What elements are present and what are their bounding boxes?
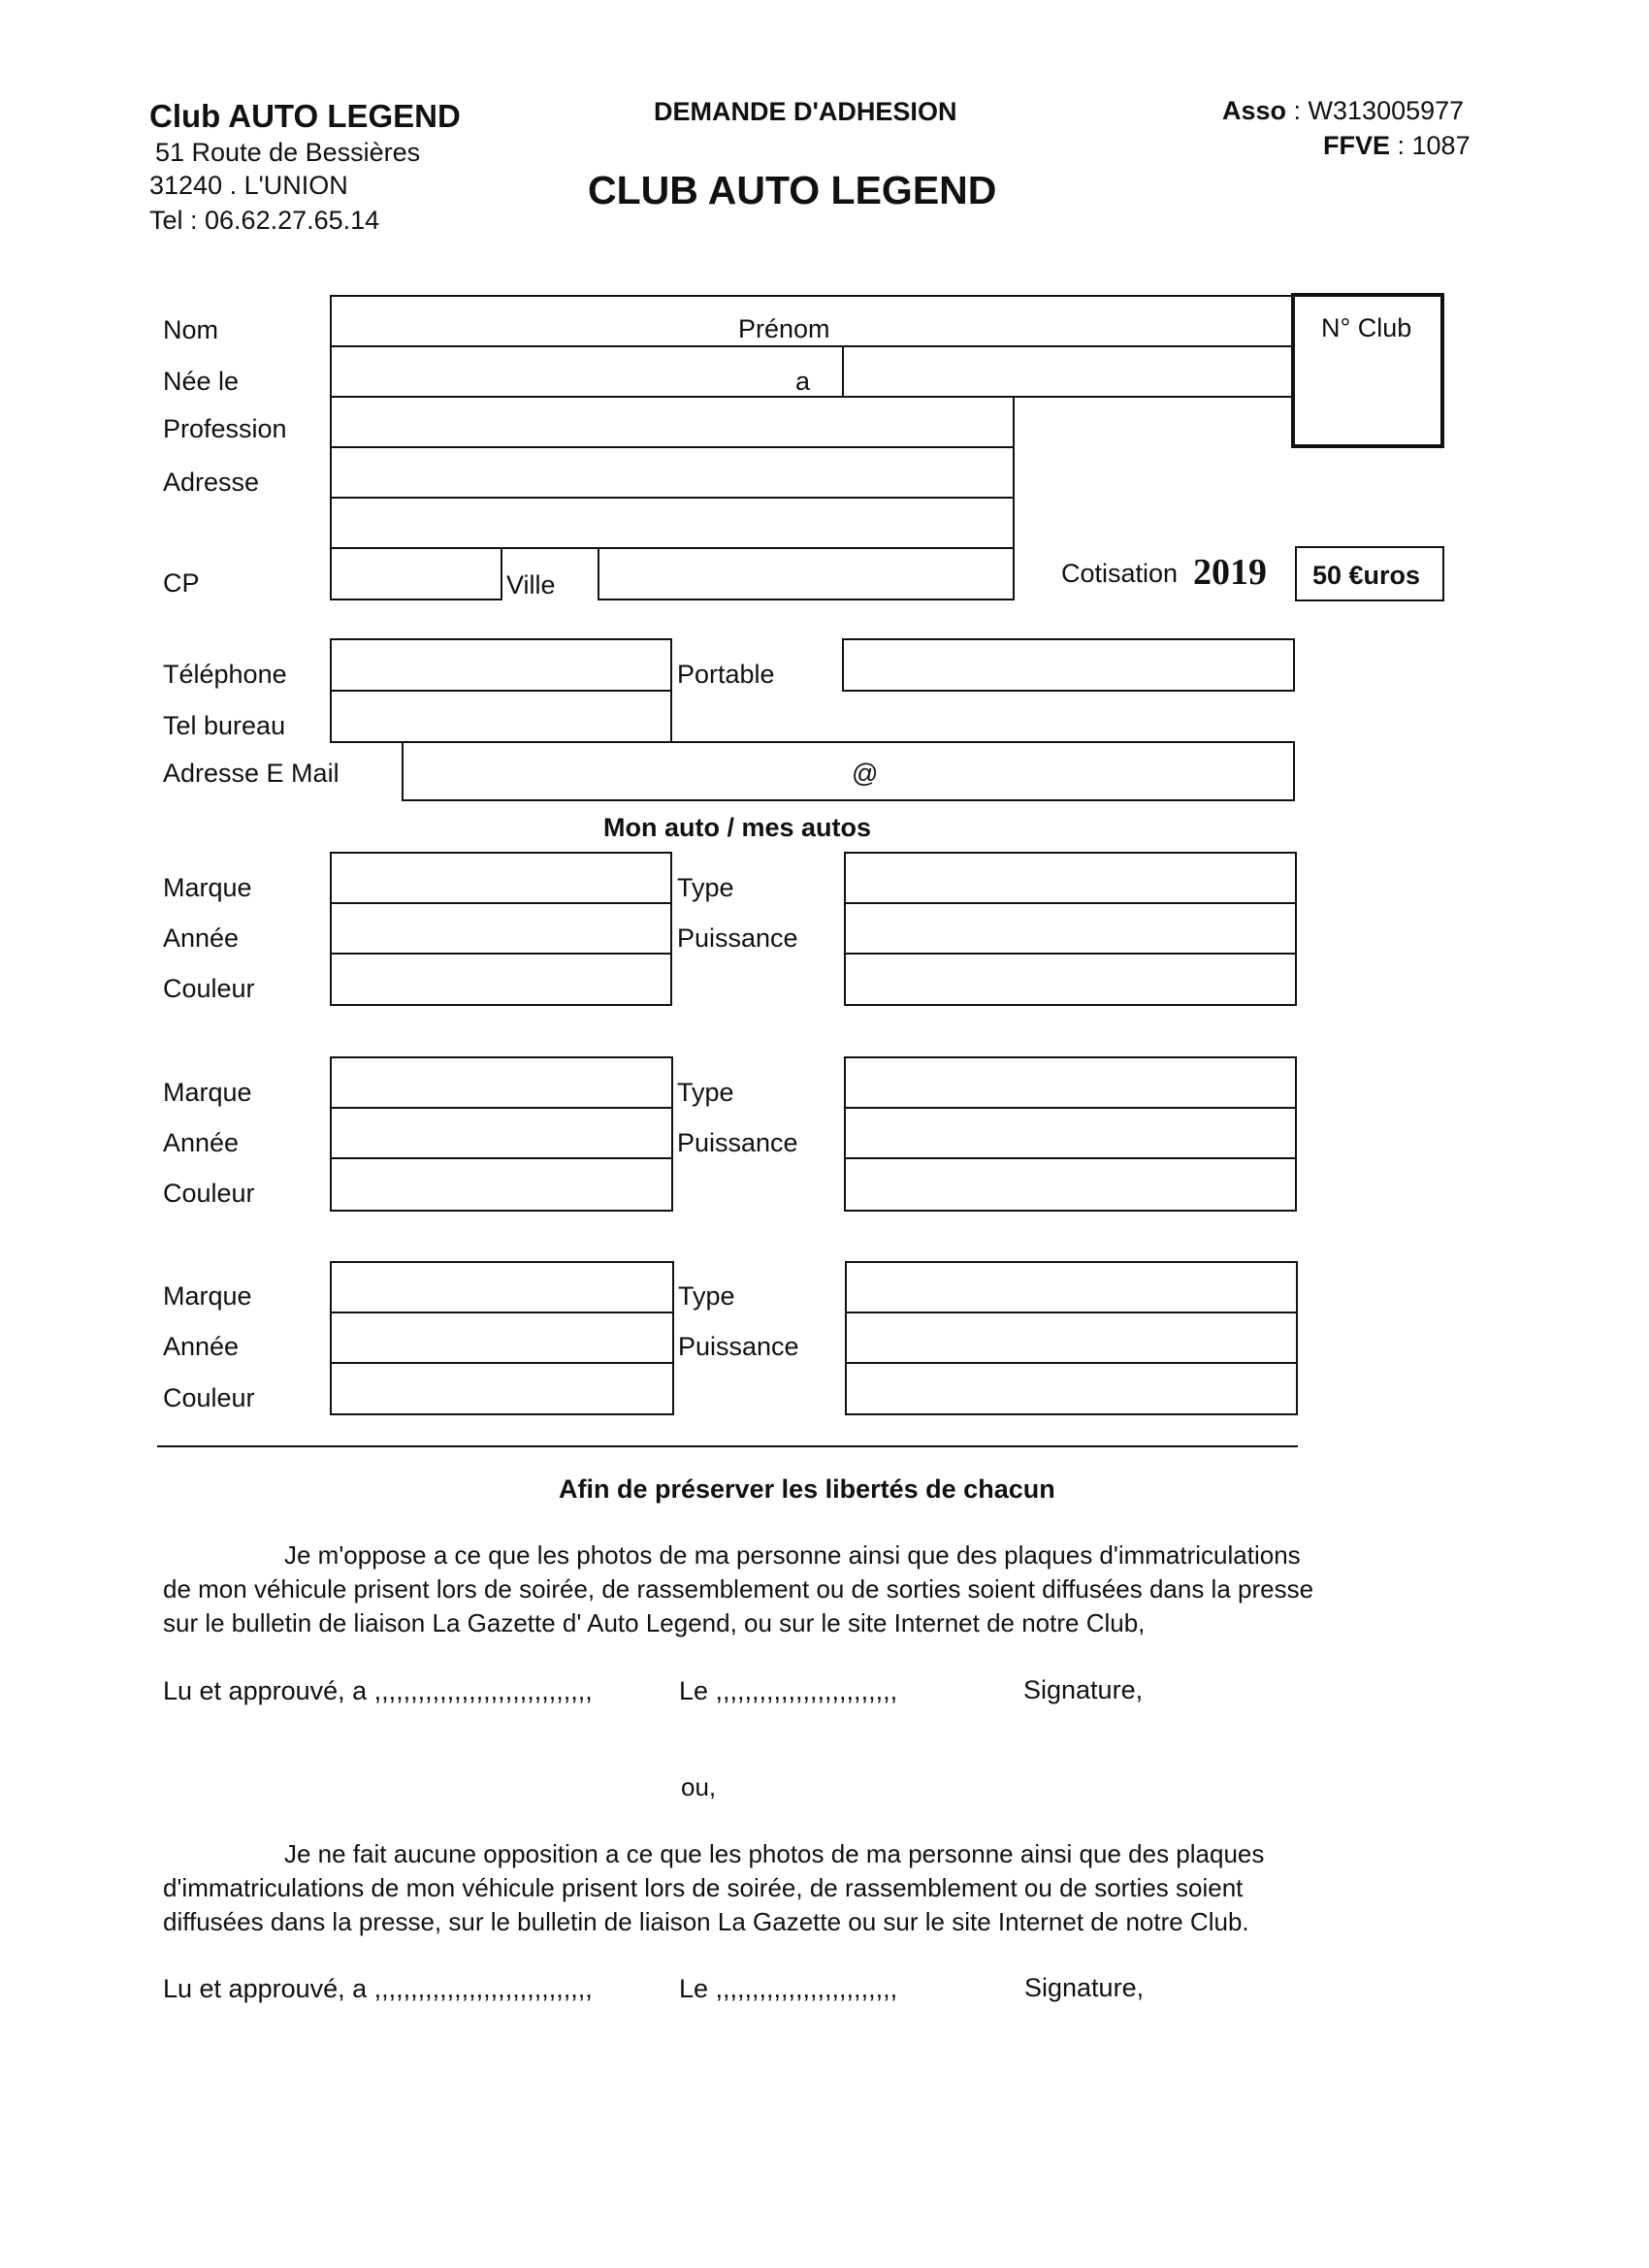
date-line-2[interactable]: Le ,,,,,,,,,,,,,,,,,,,,,,,,, xyxy=(679,1974,898,2003)
label-a: a xyxy=(795,367,811,396)
label-puissance: Puissance xyxy=(678,1332,799,1361)
ffve-number: FFVE : 1087 xyxy=(1323,131,1471,160)
cotisation-amount: 50 €uros xyxy=(1312,561,1421,590)
acceptance-paragraph xyxy=(163,1837,1414,1939)
club-phone: Tel : 06.62.27.65.14 xyxy=(149,206,380,235)
marque-field[interactable] xyxy=(330,1261,674,1313)
puissance-field[interactable] xyxy=(844,902,1297,955)
ville-field[interactable] xyxy=(598,547,1015,600)
marque-field[interactable] xyxy=(330,1056,673,1109)
puissance-field[interactable] xyxy=(844,1107,1297,1159)
paragraph-line: Je m'oppose a ce que les photos de ma personne ainsi que des plaques d'immatriculations xyxy=(284,1540,1301,1570)
label-email: Adresse E Mail xyxy=(163,759,340,788)
annee-field[interactable] xyxy=(330,902,672,955)
paragraph-line: de mon véhicule prisent lors de soirée, de rassemblement ou de sorties soient diffusées dans la presse xyxy=(163,1574,1314,1604)
couleur-field[interactable] xyxy=(330,1157,673,1212)
label-puissance: Puissance xyxy=(677,1128,798,1157)
section-divider xyxy=(157,1445,1298,1447)
paragraph-line: d'immatriculations de mon véhicule prisent lors de soirée, de rassemblement ou de sorties soient xyxy=(163,1873,1244,1902)
telephone-field[interactable] xyxy=(330,638,672,692)
address-field-1[interactable] xyxy=(330,446,1015,499)
label-cotisation: Cotisation xyxy=(1061,559,1179,588)
label-puissance: Puissance xyxy=(677,923,798,953)
puissance-field[interactable] xyxy=(845,1312,1298,1364)
label-type: Type xyxy=(677,1078,734,1107)
cp-field[interactable] xyxy=(330,547,502,600)
opposition-paragraph xyxy=(163,1539,1414,1640)
paragraph-line: diffusées dans la presse, sur le bulletin de liaison La Gazette ou sur le site Internet de notre Club. xyxy=(163,1907,1249,1936)
type-field[interactable] xyxy=(845,1261,1298,1313)
label-type: Type xyxy=(677,873,734,902)
label-n-club: N° Club xyxy=(1321,313,1412,342)
approval-line-2[interactable]: Lu et approuvé, a ,,,,,,,,,,,,,,,,,,,,,,,,,,,,,, xyxy=(163,1974,593,2003)
marque-field[interactable] xyxy=(330,852,672,904)
address-line2: 31240 . L'UNION xyxy=(149,171,348,200)
label-marque: Marque xyxy=(163,873,252,902)
label-marque: Marque xyxy=(163,1281,252,1311)
doc-title: CLUB AUTO LEGEND xyxy=(588,168,997,212)
extra-field[interactable] xyxy=(845,1362,1298,1415)
label-cp: CP xyxy=(163,568,200,598)
type-field[interactable] xyxy=(844,852,1297,904)
label-adresse: Adresse xyxy=(163,468,260,497)
rights-heading: Afin de préserver les libertés de chacun xyxy=(559,1474,1055,1504)
label-annee: Année xyxy=(163,1128,240,1157)
label-profession: Profession xyxy=(163,414,287,443)
label-ville: Ville xyxy=(506,570,556,599)
label-annee: Année xyxy=(163,923,240,953)
club-name: Club AUTO LEGEND xyxy=(149,98,461,134)
label-couleur: Couleur xyxy=(163,1179,255,1208)
tel-bureau-field[interactable] xyxy=(330,690,672,743)
email-at-sign: @ xyxy=(852,759,879,788)
paragraph-line: sur le bulletin de liaison La Gazette d' Auto Legend, ou sur le site Internet de notre Club, xyxy=(163,1608,1146,1637)
label-annee: Année xyxy=(163,1332,240,1361)
email-field[interactable] xyxy=(402,741,1295,801)
label-telephone: Téléphone xyxy=(163,660,287,689)
label-nee-le: Née le xyxy=(163,367,240,396)
label-portable: Portable xyxy=(677,660,775,689)
extra-field[interactable] xyxy=(844,953,1297,1006)
asso-number: Asso : W313005977 xyxy=(1222,96,1465,125)
label-nom: Nom xyxy=(163,315,219,344)
label-couleur: Couleur xyxy=(163,974,255,1003)
portable-field[interactable] xyxy=(842,638,1295,692)
signature-1[interactable]: Signature, xyxy=(1023,1675,1144,1704)
or-separator: ou, xyxy=(681,1772,717,1801)
cotisation-year: 2019 xyxy=(1193,552,1267,593)
address-field-2[interactable] xyxy=(330,497,1015,549)
label-tel-bureau: Tel bureau xyxy=(163,711,286,740)
cars-heading: Mon auto / mes autos xyxy=(603,813,872,842)
signature-2[interactable]: Signature, xyxy=(1024,1973,1145,2002)
profession-field[interactable] xyxy=(330,396,1015,448)
type-field[interactable] xyxy=(844,1056,1297,1109)
couleur-field[interactable] xyxy=(330,953,672,1006)
label-prenom: Prénom xyxy=(738,314,830,343)
couleur-field[interactable] xyxy=(330,1362,674,1415)
birth-place-field[interactable] xyxy=(842,345,1295,398)
doc-type: DEMANDE D'ADHESION xyxy=(654,97,957,126)
birth-date-field[interactable] xyxy=(330,345,844,398)
annee-field[interactable] xyxy=(330,1107,673,1159)
extra-field[interactable] xyxy=(844,1157,1297,1212)
annee-field[interactable] xyxy=(330,1312,674,1364)
label-type: Type xyxy=(678,1281,735,1311)
label-couleur: Couleur xyxy=(163,1383,255,1412)
paragraph-line: Je ne fait aucune opposition a ce que les photos de ma personne ainsi que des plaques xyxy=(284,1839,1265,1868)
approval-line-1[interactable]: Lu et approuvé, a ,,,,,,,,,,,,,,,,,,,,,,,,,,,,,, xyxy=(163,1676,593,1705)
address-line1: 51 Route de Bessières xyxy=(155,138,421,167)
label-marque: Marque xyxy=(163,1078,252,1107)
date-line-1[interactable]: Le ,,,,,,,,,,,,,,,,,,,,,,,,, xyxy=(679,1676,898,1705)
